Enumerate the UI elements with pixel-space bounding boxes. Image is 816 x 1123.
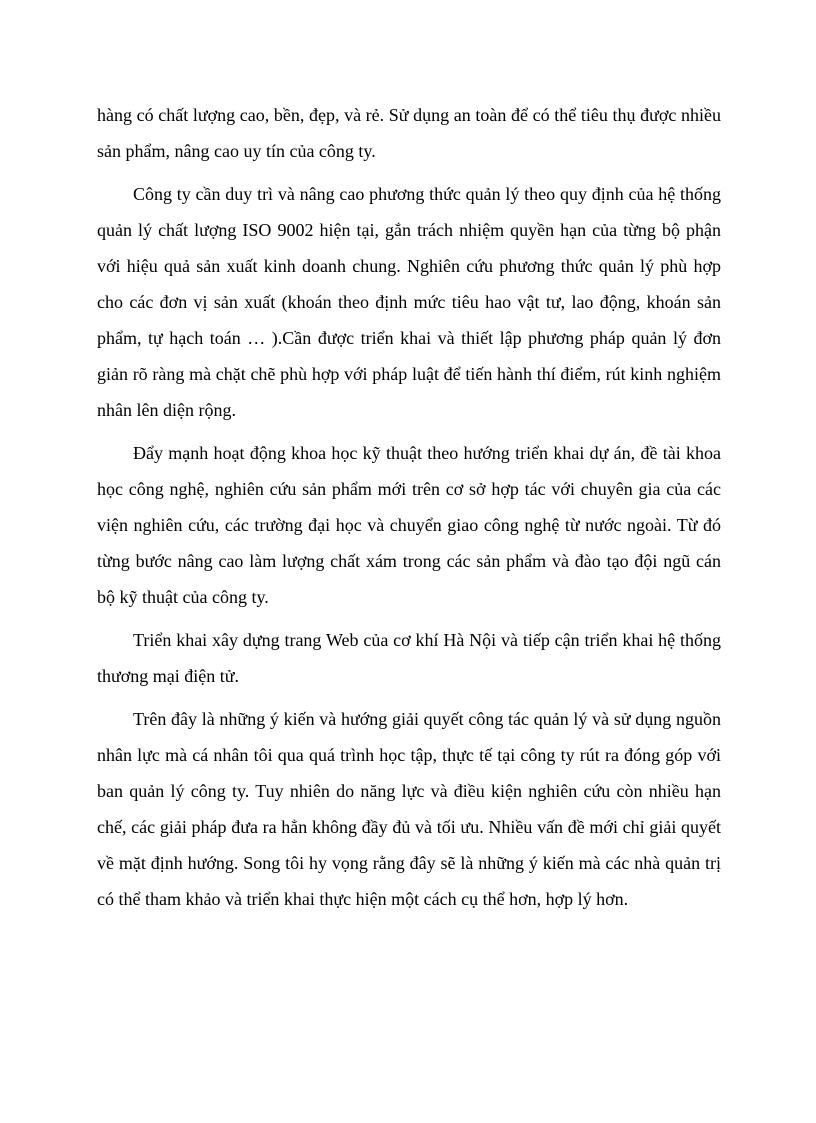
document-body — [97, 97, 721, 924]
paragraph-science-technology: Đẩy mạnh hoạt động khoa học kỹ thuật theo hướng triển khai dự án, đề tài khoa học công nghệ, nghiên cứu sản phẩm mới trên cơ sở hợp tác với chuyên gia của các viện nghiên cứu, các trường đại học và chuyển giao công nghệ từ nước ngoài. Từ đó từng bước nâng cao làm lượng chất xám trong các sản phẩm và đào tạo đội ngũ cán bộ kỹ thuật của công ty. — [97, 443, 721, 607]
paragraph-continuation: hàng có chất lượng cao, bền, đẹp, và rẻ. Sử dụng an toàn để có thể tiêu thụ được nhiều sản phẩm, nâng cao uy tín của công ty. — [97, 105, 721, 161]
paragraph-conclusion: Trên đây là những ý kiến và hướng giải quyết công tác quản lý và sử dụng nguồn nhân lực mà cá nhân tôi qua quá trình học tập, thực tế tại công ty rút ra đóng góp với ban quản lý công ty. Tuy nhiên do năng lực và điều kiện nghiên cứu còn nhiều hạn chế, các giải pháp đưa ra hẳn không đầy đủ và tối ưu. Nhiều vấn đề mới chỉ giải quyết về mặt định hướng. Song tôi hy vọng rằng đây sẽ là những ý kiến mà các nhà quản trị có thể tham khảo và triển khai thực hiện một cách cụ thể hơn, hợp lý hơn. — [97, 709, 721, 909]
paragraph-management-method: Công ty cần duy trì và nâng cao phương thức quản lý theo quy định của hệ thống quản lý chất lượng ISO 9002 hiện tại, gắn trách nhiệm quyền hạn của từng bộ phận với hiệu quả sản xuất kinh doanh chung. Nghiên cứu phương thức quản lý phù hợp cho các đơn vị sản xuất (khoán theo định mức tiêu hao vật tư, lao động, khoán sản phẩm, tự hạch toán … ).Cần được triển khai và thiết lập phương pháp quản lý đơn giản rõ ràng mà chặt chẽ phù hợp với pháp luật để tiến hành thí điểm, rút kinh nghiệm nhân lên diện rộng. — [97, 184, 721, 420]
paragraph-website: Triển khai xây dựng trang Web của cơ khí Hà Nội và tiếp cận triển khai hệ thống thương mại điện tử. — [97, 630, 721, 686]
